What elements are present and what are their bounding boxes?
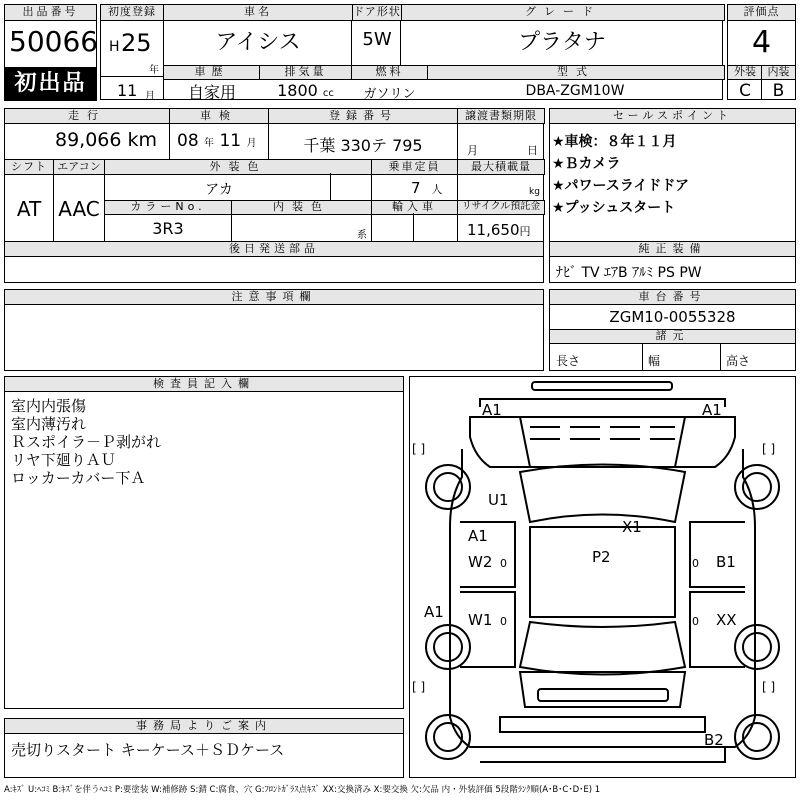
- transfer-label: 譲渡書類期限: [457, 108, 545, 124]
- dimensions-label: 諸元: [549, 329, 796, 344]
- mileage-label: 走行: [4, 108, 170, 124]
- exterior-grade-value: C: [739, 81, 751, 101]
- shift-label: シフト: [4, 159, 54, 175]
- recycle-number: 11,650: [467, 221, 520, 239]
- inspector-line: ロッカーカバー下Ａ: [11, 469, 146, 487]
- width-label: 幅: [648, 354, 661, 368]
- shift-value: AT: [16, 197, 42, 221]
- sales-point-item: ★Ｂカメラ: [552, 156, 621, 172]
- mileage-number: 89,066: [55, 129, 122, 151]
- displacement-label: 排気量: [259, 65, 352, 80]
- sales-points-label: セールスポイント: [549, 108, 796, 124]
- length-label: 長さ: [556, 354, 581, 368]
- fuel-value: ガソリン: [363, 87, 416, 102]
- displacement-number: 1800: [277, 81, 318, 100]
- transfer-month-unit: 月: [467, 144, 478, 157]
- bracket-mark: [ ]: [762, 680, 776, 694]
- interior-color-label: 内装色: [231, 200, 372, 215]
- aircon-label: エアコン: [53, 159, 105, 175]
- recycle-unit: 円: [519, 225, 531, 238]
- divider: [400, 20, 401, 66]
- inspector-line: 室内内張傷: [11, 397, 87, 415]
- sales-point-item: ★プッシュスタート: [552, 200, 676, 216]
- history-value: 自家用: [187, 83, 236, 102]
- mark-p2: P2: [592, 548, 611, 566]
- registration-label: 登録番号: [268, 108, 458, 124]
- inspection-label: 車検: [169, 108, 269, 124]
- mark-x1: X1: [622, 518, 642, 536]
- chassis-box: [549, 289, 796, 371]
- sales-point-item: ★車検：８年１１月: [552, 134, 677, 150]
- height-label: 高さ: [726, 354, 751, 368]
- legend-text: A:ｷｽﾞ U:ﾍｺﾐ B:ｷｽﾞを伴うﾍｺﾐ P:要塗装 W:補修跡 S:錆 C:腐食、穴 G:ﾌﾛﾝﾄｶﾞﾗｽ点ｷｽﾞ XX:交換済み X:要交換 欠:欠品 内・外装評価 5段階ﾗﾝｸ順(A･B･C･D･E) 1: [4, 785, 601, 795]
- mark-zero: 0: [500, 615, 507, 628]
- first-reg-year-unit: 年: [149, 65, 159, 76]
- notes-label: 注意事項欄: [4, 289, 544, 305]
- capacity-number: 7: [411, 179, 421, 197]
- exterior-color-value: アカ: [205, 182, 233, 198]
- grade-label: グレード: [401, 4, 725, 21]
- first-reg-month: 11: [117, 81, 138, 100]
- mark-zero: 0: [692, 615, 699, 628]
- mark-w1: W1: [468, 611, 493, 629]
- bracket-mark: [ ]: [762, 442, 776, 456]
- score-value: 4: [751, 25, 772, 60]
- inspector-line: リヤ下廻りＡＵ: [11, 451, 116, 469]
- inspection-month-unit: 月: [246, 138, 257, 149]
- mileage-unit: km: [127, 129, 158, 151]
- office-box: [4, 718, 404, 778]
- max-load-label: 最大積載量: [457, 159, 545, 175]
- mark-a1-rear-door: A1: [468, 527, 488, 545]
- door-label: ドア形状: [352, 4, 402, 21]
- lot-box: [4, 4, 97, 100]
- mark-zero: 0: [692, 557, 699, 570]
- score-label: 評価点: [727, 4, 796, 21]
- capacity-unit: 人: [431, 183, 443, 196]
- divider: [457, 123, 458, 159]
- later-parts-label: 後日発送部品: [4, 241, 544, 257]
- genuine-equipment-label: 純正装備: [549, 241, 796, 257]
- grade-value: プラタナ: [518, 30, 606, 55]
- recycle-value: [467, 221, 531, 239]
- first-reg-era: H: [109, 39, 120, 55]
- inspector-box: [4, 376, 404, 709]
- interior-grade-value: B: [772, 81, 785, 101]
- lot-label: 出品番号: [4, 4, 97, 21]
- displacement-value: [259, 81, 352, 100]
- car-diagram: [410, 377, 795, 777]
- car-info-box: [163, 4, 723, 100]
- inspector-line: Ｒスポイラ－Ｐ剥がれ: [11, 433, 162, 451]
- vehicle-details-box: [4, 108, 544, 242]
- sales-points-box: [549, 108, 796, 242]
- mark-b1: B1: [716, 553, 736, 571]
- mark-w2: W2: [468, 553, 493, 571]
- max-load-unit: kg: [529, 187, 540, 197]
- car-diagram-box: [409, 376, 796, 778]
- divider: [169, 123, 170, 159]
- color-no-value: 3R3: [152, 219, 184, 238]
- score-box: [727, 4, 796, 100]
- capacity-value: [411, 179, 442, 197]
- mark-b2: B2: [704, 731, 724, 749]
- car-name-label: 車名: [163, 4, 353, 21]
- exterior-color-label: 外装色: [104, 159, 372, 175]
- interior-grade-label: 内装: [761, 65, 796, 80]
- genuine-equipment-box: [549, 241, 796, 283]
- first-reg-label: 初度登録: [100, 4, 164, 21]
- inspection-year: 08: [177, 131, 199, 151]
- transfer-day-unit: 日: [527, 144, 538, 157]
- genuine-equipment-value: ﾅﾋﾞ TV ｴｱB ｱﾙﾐ PS PW: [556, 265, 702, 281]
- color-no-label: カラーNo.: [104, 200, 232, 215]
- inspector-label: 検査員記入欄: [4, 376, 404, 392]
- mark-a1-rocker: A1: [424, 603, 444, 621]
- chassis-label: 車台番号: [549, 289, 796, 305]
- inspection-month: 11: [219, 131, 242, 151]
- first-reg-month-unit: 月: [145, 91, 155, 102]
- door-value: 5W: [362, 29, 392, 50]
- divider: [330, 173, 331, 200]
- divider: [351, 20, 352, 66]
- first-reg-year: 25: [121, 29, 152, 57]
- office-label: 事務局よりご案内: [4, 718, 404, 734]
- model-label: 型式: [427, 65, 725, 80]
- import-label: 輸入車: [371, 200, 458, 215]
- chassis-value: ZGM10-0055328: [609, 308, 736, 326]
- inspection-year-unit: 年: [204, 138, 215, 149]
- interior-color-unit: 系: [357, 230, 367, 241]
- inspector-line: 室内薄汚れ: [11, 415, 87, 433]
- bracket-mark: [ ]: [412, 680, 426, 694]
- sales-point-item: ★パワースライドドア: [552, 178, 690, 194]
- car-name-value: アイシス: [215, 30, 301, 55]
- notes-box: [4, 289, 544, 371]
- divider: [413, 213, 414, 243]
- mark-a1-front-left: A1: [482, 401, 502, 419]
- aircon-value: AAC: [58, 197, 100, 221]
- recycle-label: リサイクル預託金: [457, 200, 545, 215]
- mark-xx: XX: [716, 611, 737, 629]
- first-listing-badge: 初出品: [4, 67, 97, 101]
- divider: [720, 343, 721, 371]
- mark-a1-front-right: A1: [702, 401, 722, 419]
- later-parts-box: [4, 241, 544, 283]
- office-value: 売切りスタート キーケース＋ＳＤケース: [11, 741, 285, 759]
- mileage-value: [55, 129, 157, 151]
- history-label: 車歴: [163, 65, 260, 80]
- displacement-unit: cc: [322, 88, 334, 99]
- registration-value: 千葉 330テ 795: [303, 136, 423, 155]
- bracket-mark: [ ]: [412, 442, 426, 456]
- model-value: DBA-ZGM10W: [525, 83, 625, 99]
- mark-u1: U1: [488, 491, 509, 509]
- capacity-label: 乗車定員: [371, 159, 458, 175]
- divider: [231, 213, 232, 243]
- inspection-value: [177, 131, 257, 151]
- first-reg-box: [100, 4, 164, 100]
- divider: [642, 343, 643, 371]
- exterior-grade-label: 外装: [727, 65, 763, 80]
- fuel-label: 燃料: [351, 65, 428, 80]
- mark-zero: 0: [500, 557, 507, 570]
- lot-number: 50066: [9, 25, 99, 58]
- divider: [100, 76, 164, 77]
